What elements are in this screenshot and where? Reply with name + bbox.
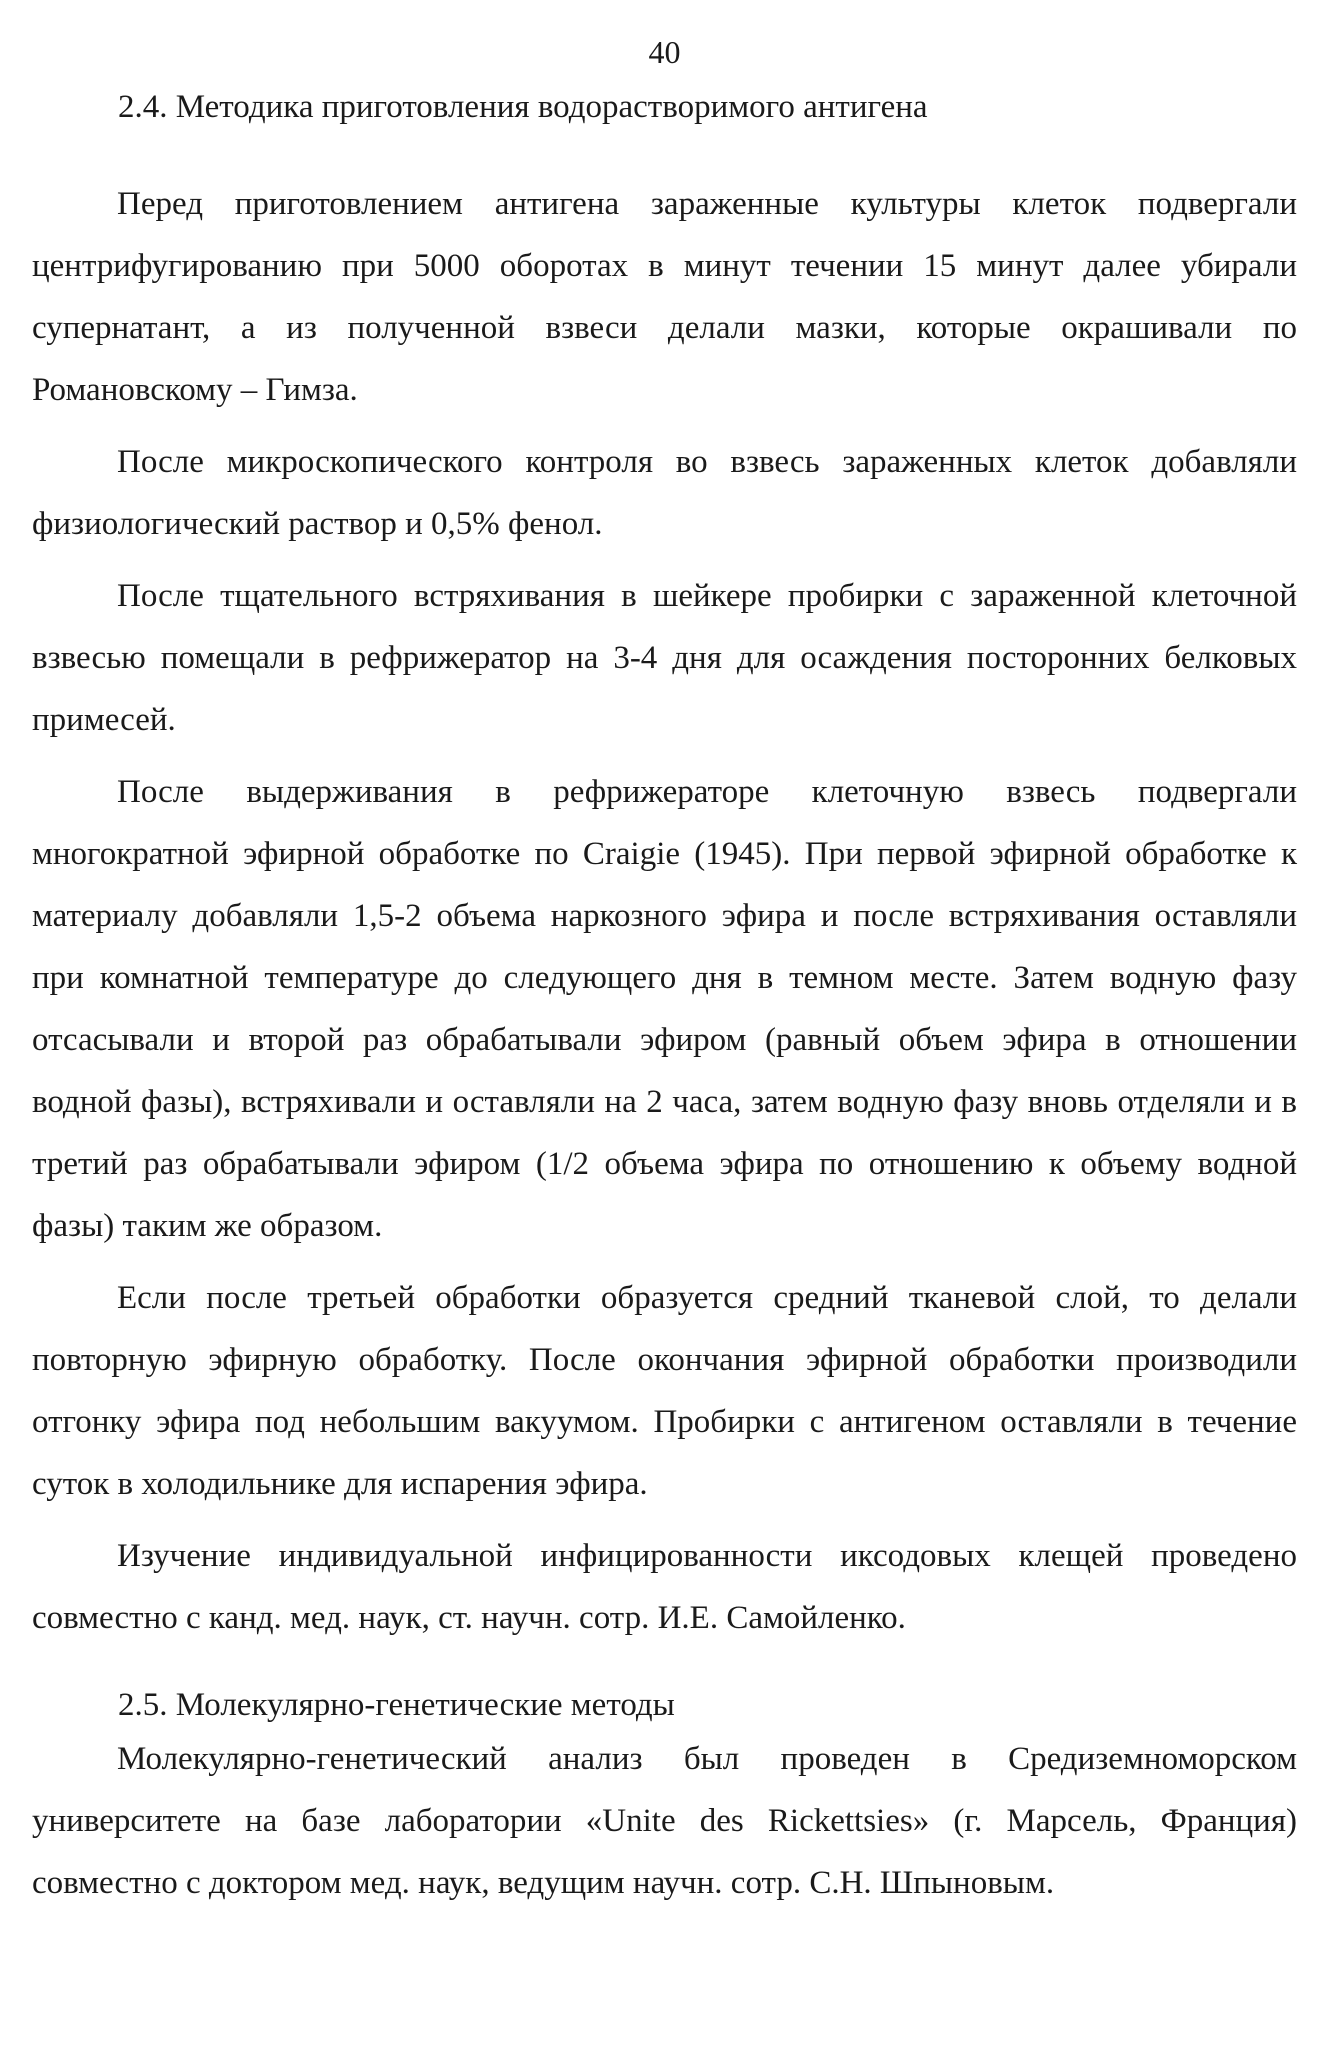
- paragraph-infection-study: Изучение индивидуальной инфицированности иксодовых клещей проведено совместно с канд. мед. наук, ст. научн. сотр. И.Е. Самойленко.: [32, 1538, 1297, 1636]
- section-body-2-4: [32, 173, 1297, 1659]
- paragraph-molecular-analysis: Молекулярно-генетический анализ был проведен в Средиземноморском университете на базе лаборатории «Unite des Rickettsies» (г. Марсель, Франция) совместно с доктором мед. наук, ведущим научн. сотр. С.Н. Шпыновым.: [32, 1741, 1297, 1901]
- section-body-2-5: [32, 1728, 1297, 1924]
- paragraph-centrifugation: Перед приготовлением антигена зараженные культуры клеток подвергали центрифугированию при 5000 оборотах в минут течении 15 минут далее убирали супернатант, а из полученной взвеси делали мазки, которые окрашивали по Романовскому – Гимза.: [32, 186, 1297, 408]
- paragraph-shaking: После тщательного встряхивания в шейкере пробирки с зараженной клеточной взвесью помещали в рефрижератор на 3-4 дня для осаждения посторонних белковых примесей.: [32, 578, 1297, 738]
- section-heading-2-4: 2.4. Методика приготовления водорастворимого антигена: [118, 89, 928, 125]
- paragraph-ether-treatment: После выдерживания в рефрижераторе клеточную взвесь подвергали многократной эфирной обработке по Craigie (1945). При первой эфирной обработке к материалу добавляли 1,5-2 объема наркозного эфира и после встряхивания оставляли при комнатной температуре до следующего дня в темном месте. Затем водную фазу отсасывали и второй раз обрабатывали эфиром (равный объем эфира в отношении водной фазы), встряхивали и оставляли на 2 часа, затем водную фазу вновь отделяли и в третий раз обрабатывали эфиром (1/2 объема эфира по отношению к объему водной фазы) таким же образом.: [32, 774, 1297, 1244]
- paragraph-microscopy-control: После микроскопического контроля во взвесь зараженных клеток добавляли физиологический раствор и 0,5% фенол.: [32, 444, 1297, 542]
- page-number: 40: [648, 34, 681, 70]
- paragraph-repeat-treatment: Если после третьей обработки образуется средний тканевой слой, то делали повторную эфирную обработку. После окончания эфирной обработки производили отгонку эфира под небольшим вакуумом. Пробирки с антигеном оставляли в течение суток в холодильнике для испарения эфира.: [32, 1280, 1297, 1502]
- section-heading-2-5: 2.5. Молекулярно-генетические методы: [118, 1687, 675, 1723]
